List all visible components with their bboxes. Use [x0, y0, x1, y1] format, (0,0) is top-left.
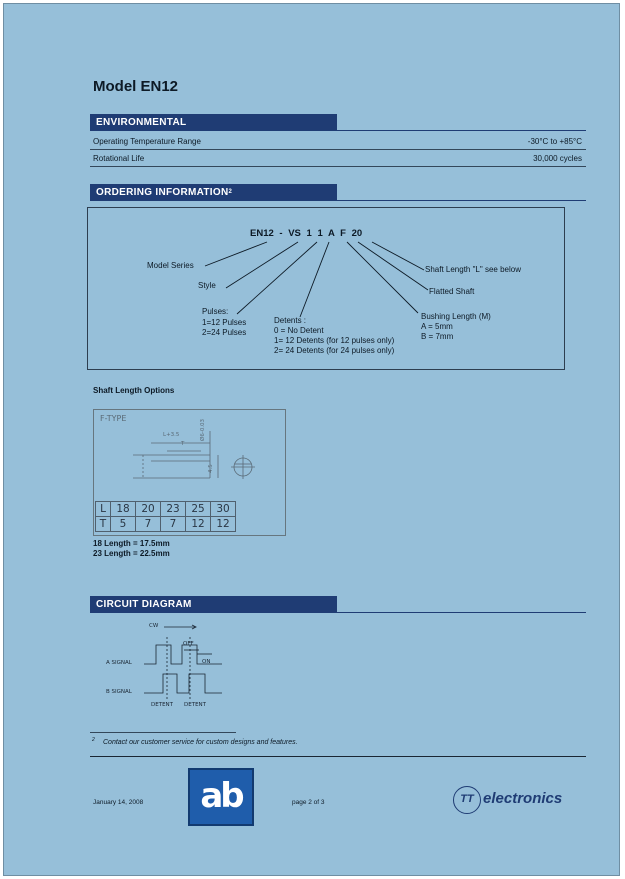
label-detents-0: 0 = No Detent [274, 326, 324, 335]
document-page [3, 3, 620, 876]
table-cell: 12 [186, 517, 211, 532]
ab-logo: ab [188, 768, 254, 826]
shaft-note: 23 Length = 22.5mm [93, 549, 170, 558]
tt-electronics-logo: electronics [483, 790, 563, 807]
dim-t-label: T [181, 441, 185, 447]
footnote-rule [90, 732, 236, 733]
table-cell: T [96, 517, 111, 532]
label-pulses-1: 1=12 Pulses [202, 318, 247, 327]
footer-date: January 14, 2008 [93, 799, 144, 806]
footnote-mark: 2 [92, 737, 95, 743]
detent-label: DETENT [151, 702, 174, 708]
shaft-note: 18 Length = 17.5mm [93, 539, 170, 548]
table-cell: 7 [136, 517, 161, 532]
footer-page-number: page 2 of 3 [292, 799, 325, 806]
on-label: ON [202, 659, 211, 665]
table-cell: 23 [161, 502, 186, 517]
table-cell: 18 [111, 502, 136, 517]
shaft-heading: Shaft Length Options [93, 386, 175, 395]
label-detents-1: 1= 12 Detents (for 12 pulses only) [274, 336, 395, 345]
circuit-diagram [4, 4, 621, 877]
table-cell: L [96, 502, 111, 517]
label-detents-2: 2= 24 Detents (for 24 pulses only) [274, 346, 395, 355]
label-detents-title: Detents : [274, 316, 307, 325]
label-model-series: Model Series [147, 261, 194, 270]
tt-logo-icon: TT [453, 786, 481, 814]
label-style: Style [198, 281, 216, 290]
label-bushing-title: Bushing Length (M) [421, 312, 491, 321]
env-row-value: -30°C to +85°C [527, 137, 582, 146]
dim-45-label: 4.5 [208, 464, 214, 473]
table-cell: 7 [161, 517, 186, 532]
label-flatted-shaft: Flatted Shaft [429, 287, 475, 296]
ordering-heading: ORDERING INFORMATION$^2$ [90, 184, 337, 201]
table-cell: 20 [136, 502, 161, 517]
label-bushing-b: B = 7mm [421, 332, 454, 341]
env-row-label: Operating Temperature Range [93, 137, 201, 146]
ordering-code: EN12 - VS 1 1 A F 20 [250, 228, 363, 239]
off-label: OFF [183, 641, 194, 647]
table-cell: 30 [211, 502, 236, 517]
label-pulses-2: 2=24 Pulses [202, 328, 247, 337]
detent-label: DETENT [184, 702, 207, 708]
table-cell: 5 [111, 517, 136, 532]
label-shaft-length: Shaft Length "L" see below [425, 265, 521, 274]
env-row-label: Rotational Life [93, 154, 145, 163]
table-cell: 25 [186, 502, 211, 517]
table-cell: 12 [211, 517, 236, 532]
a-signal-label: A SIGNAL [106, 660, 132, 666]
drawing-type-label: F-TYPE [100, 414, 127, 423]
label-pulses-title: Pulses: [202, 307, 229, 316]
footnote-text: Contact our customer service for custom designs and features. [103, 739, 298, 746]
circuit-heading: CIRCUIT DIAGRAM [90, 596, 337, 613]
b-signal-label: B SIGNAL [106, 689, 132, 695]
footer-rule [90, 756, 586, 757]
env-row-value: 30,000 cycles [533, 154, 582, 163]
label-bushing-a: A = 5mm [421, 322, 453, 331]
dim-dia-label: Ø6-0.03 [200, 418, 206, 441]
environmental-heading: ENVIRONMENTAL [90, 114, 337, 131]
page-title: Model EN12 [93, 78, 179, 95]
cw-label: CW [149, 623, 159, 629]
dim-l-label: L+3.5 [163, 432, 180, 438]
